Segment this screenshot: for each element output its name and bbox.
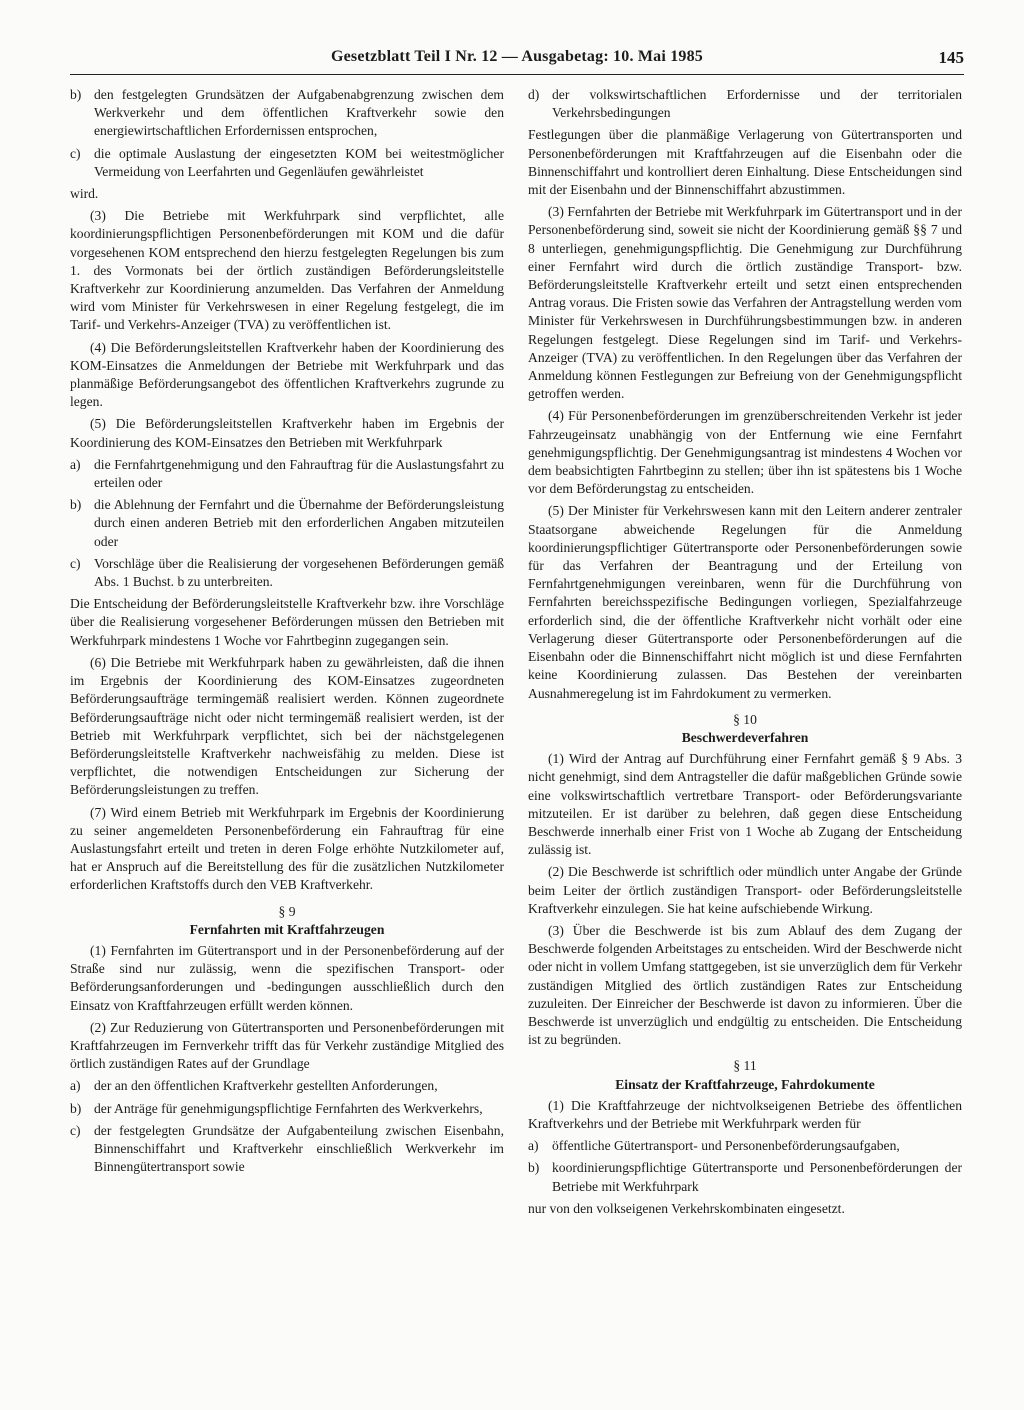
paragraph: (4) Für Personenbeförderungen im grenzüberschreitenden Verkehr ist jeder Fahrzeugeinsatz unabhängig von der Entfernung wie eine Fernfahrt genehmigungspflichtig. Der Genehmigungsantrag ist mindestens 4 Wochen vor dem beabsichtigten Fahrtbeginn zu stellen; über ihn ist spätestens bis 1 Woche vor dem Beförderungstag zu entscheiden.: [528, 408, 962, 497]
list-item: a) die Fernfahrtgenehmigung und den Fahrauftrag für die Auslastungsfahrt zu erteilen oder: [70, 456, 504, 491]
list-item: b) den festgelegten Grundsätzen der Aufgabenabgrenzung zwischen dem Werkverkehr und dem öffentlichen Kraftverkehr sowie den energiewirtschaftlichen Erfordernissen entsprochen,: [70, 87, 504, 139]
paragraph: (3) Über die Beschwerde ist bis zum Ablauf des dem Zugang der Beschwerde folgenden Arbeitstages zu entscheiden. Wird der Beschwerde nicht oder nicht in vollem Umfang stattgegeben, ist sie unverzüglich dem für Verkehr zuständigen Mitglied des örtlich zuständigen Rates zur Entscheidung zuzuleiten. Der Einreicher der Beschwerde ist davon zu informieren. Über die Beschwerde ist unverzüglich und endgültig zu entscheiden. Die Entscheidung ist zu begründen.: [528, 922, 962, 1048]
list-item: b) die Ablehnung der Fernfahrt und die Übernahme der Beförderungsleistung durch einen anderen Betrieb mit den erforderlichen Angaben mitzuteilen oder: [70, 497, 504, 549]
page-header: [70, 48, 964, 70]
paragraph: (1) Die Kraftfahrzeuge der nichtvolkseigenen Betriebe des öffentlichen Kraftverkehrs und der Betriebe mit Werkfuhrpark werden für: [528, 1097, 962, 1131]
list-item: c) die optimale Auslastung der eingesetzten KOM bei weitestmöglicher Vermeidung von Leerfahrten und Gegenläufen gewährleistet: [70, 145, 504, 179]
section-title: Beschwerdeverfahren: [681, 729, 809, 745]
list-item: b) der Anträge für genehmigungspflichtige Fernfahrten des Werkverkehrs,: [70, 1100, 483, 1116]
paragraph: Festlegungen über die planmäßige Verlagerung von Gütertransporten und Personenbeförderungen mit Kraftfahrzeugen auf die Eisenbahn oder die Binnenschiffahrt und kontrolliert deren Einhaltung. Diese Entscheidungen sind mit der Eisenbahn und der Binnenschiffahrt abzustimmen.: [528, 127, 962, 198]
right-column: [528, 86, 962, 1222]
list-item: c) der festgelegten Grundsätze der Aufgabenteilung zwischen Eisenbahn, Binnenschiffahrt und Kraftverkehr einschließlich Werkverkehr im Binnengütertransport sowie: [70, 1122, 504, 1175]
list-item: b) koordinierungspflichtige Gütertransporte und Personenbeförderungen der Betriebe mit Werkfuhrpark: [528, 1160, 962, 1194]
paragraph: (6) Die Betriebe mit Werkfuhrpark haben zu gewährleisten, daß die ihnen im Ergebnis der Koordinierung des KOM-Einsatzes zugeordneten Beförderungsaufträge termingemäß realisiert werden. Können zugeordnete Beförderungsaufträge nicht oder nicht termingemäß realisiert werden, ist der Betrieb mit Werkfuhrpark verpflichtet, sich bei der nächstgelegenen Beförderungsleitstelle Kraftverkehr nachweisfähig zu melden. Diese ist verpflichtet, die notwendigen Entscheidungen zur Sicherung der Beförderungsleistungen zu treffen.: [70, 654, 504, 798]
header-rule: [70, 74, 964, 75]
paragraph: (4) Die Beförderungsleitstellen Kraftverkehr haben der Koordinierung des KOM-Einsatzes die Anmeldungen der Betriebe mit Werkfuhrpark und das planmäßige Beförderungsangebot des öffentlichen Kraftverkehrs zugrunde zu legen.: [70, 339, 504, 410]
paragraph: (3) Die Betriebe mit Werkfuhrpark sind verpflichtet, alle koordinierungspflichtigen Personenbeförderungen mit KOM und die dafür vorgesehenen KOM entsprechend den hierzu festgelegten Regelungen bis zum 1. des Vormonats bei der örtlich zuständigen Beförderungsleitstelle Kraftverkehr zur Koordinierung anzumelden. Das Verfahren der Anmeldung wird vom Minister für Verkehrswesen in einer Regelung festgelegt, die im Tarif- und Verkehrs-Anzeiger (TVA) zu veröffentlichen ist.: [70, 208, 504, 333]
paragraph: nur von den volkseigenen Verkehrskombinaten eingesetzt.: [528, 1200, 845, 1216]
paragraph: Die Entscheidung der Beförderungsleitstelle Kraftverkehr bzw. ihre Vorschläge über die Realisierung vorgesehener Beförderungen müssen den Betrieben mit Werkfuhrpark mindestens 1 Woche vor Fahrtbeginn zugegangen sein.: [70, 596, 504, 648]
paragraph: (7) Wird einem Betrieb mit Werkfuhrpark im Ergebnis der Koordinierung zu seiner angemeldeten Personenbeförderung ein Fahrauftrag für eine Auslastungsfahrt erteilt und treten in deren Folge erhöhte Nutzkilometer auf, hat er Anspruch auf die Bereitstellung des für die zusätzlichen Nutzkilometer erforderlichen Kraftstoffs durch den VEB Kraftverkehr.: [70, 804, 504, 893]
list-item: c) Vorschläge über die Realisierung der vorgesehenen Beförderungen gemäß Abs. 1 Buchst. b zu unterbreiten.: [70, 555, 504, 590]
paragraph: (3) Fernfahrten der Betriebe mit Werkfuhrpark im Gütertransport und in der Personenbeförderung sind, soweit sie nicht der Koordinierung gemäß §§ 7 und 8 unterliegen, genehmigungspflichtig. Die Genehmigung zur Durchführung einer Fernfahrt wird durch die örtlich zuständige Transport- bzw. Beförderungsleitstelle Kraftverkehr erteilt und setzt einen entsprechenden Antrag voraus. Die Fristen sowie das Verfahren der Antragstellung werden vom Minister für Verkehrswesen in Durchführungsbestimmungen bzw. in anderen Regelungen festgelegt. Diese Regelungen sind im Tarif- und Verkehrs-Anzeiger (TVA) zu veröffentlichen. In den Regelungen über das Verfahren der Anmeldung können Festlegungen zur Befreiung von der Genehmigungspflicht getroffen werden.: [528, 204, 962, 402]
section-number: § 11: [733, 1058, 757, 1074]
list-item: d) der volkswirtschaftlichen Erfordernisse und der territorialen Verkehrsbedingungen: [528, 87, 962, 121]
paragraph: (1) Wird der Antrag auf Durchführung einer Fernfahrt gemäß § 9 Abs. 3 nicht genehmigt, sind dem Antragsteller die dafür maßgeblichen Gründe sowie eine volkswirtschaftlich vertretbare Transport- oder Beförderungsvariante mitzuteilen. Er ist darüber zu belehren, daß gegen diese Entscheidung Beschwerde innerhalb einer Frist von 1 Woche ab Zugang der Entscheidung zulässig ist.: [528, 751, 962, 858]
page-number: 145: [938, 48, 964, 67]
paragraph: (2) Zur Reduzierung von Gütertransporten und Personenbeförderungen mit Kraftfahrzeugen im Fernverkehr trifft das für Verkehr zuständige Mitglied des örtlich zuständigen Rates auf der Grundlage: [70, 1019, 504, 1072]
paragraph: (1) Fernfahrten im Gütertransport und in der Personenbeförderung auf der Straße sind nur zulässig, wenn die spezifischen Transport- oder Beförderungsanforderungen und -bedingungen ausschließlich durch den Einsatz von Kraftfahrzeugen erfüllt werden können.: [70, 942, 504, 1013]
section-number: § 10: [733, 711, 757, 727]
section-title: Einsatz der Kraftfahrzeuge, Fahrdokumente: [615, 1076, 875, 1092]
list-item: a) öffentliche Gütertransport- und Personenbeförderungsaufgaben,: [528, 1138, 900, 1154]
paragraph: (5) Die Beförderungsleitstellen Kraftverkehr haben im Ergebnis der Koordinierung des KOM-Einsatzes den Betrieben mit Werkfuhrpark: [70, 416, 504, 450]
paragraph: wird.: [70, 186, 99, 202]
paragraph: (5) Der Minister für Verkehrswesen kann mit den Leitern anderer zentraler Staatsorgane abweichende Regelungen für die Anmeldung koordinierungspflichtiger Gütertransporte oder Personenbeförderungen sowie für das Verfahren der Beantragung und der Erteilung von Fernfahrtgenehmigungen vereinbaren, wenn für die Durchführung von Fernfahrten bereichsspezifische Bedingungen vorliegen, Spezialfahrzeuge erforderlich sind, die der öffentliche Kraftverkehr nicht vorhält oder eine Verlagerung dieser Gütertransporte oder Personenbeförderungen auf die Eisenbahn oder die Binnenschiffahrt nicht möglich ist und diese Fernfahrten keine Koordinierung zulassen. Das Bestehen der vereinbarten Ausnahmeregelung ist im Fahrdokument zu vermerken.: [528, 503, 962, 701]
paragraph: (2) Die Beschwerde ist schriftlich oder mündlich unter Angabe der Gründe beim Leiter der örtlich zuständigen Transport- oder Beförderungsleitstelle Kraftverkehr einzulegen. Sie hat keine aufschiebende Wirkung.: [528, 864, 962, 916]
section-title: Fernfahrten mit Kraftfahrzeugen: [189, 921, 385, 937]
left-column: [70, 86, 504, 1180]
section-number: § 9: [278, 903, 296, 919]
gazette-title: Gesetzblatt Teil I Nr. 12 — Ausgabetag: 10. Mai 1985: [330, 48, 704, 65]
list-item: a) der an den öffentlichen Kraftverkehr gestellten Anforderungen,: [70, 1078, 438, 1094]
